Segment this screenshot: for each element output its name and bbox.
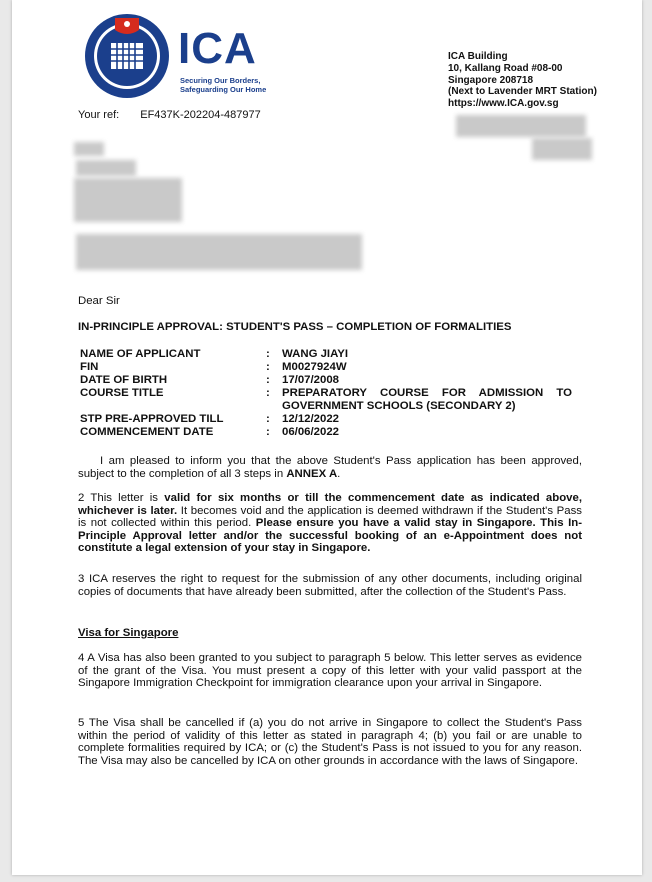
sender-address: ICA Building 10, Kallang Road #08-00 Singapore 208718 (Next to Lavender MRT Station) https://www.ICA.gov.sg	[448, 51, 597, 110]
redacted-block	[532, 138, 592, 160]
reference-value: EF437K-202204-487977	[140, 109, 261, 121]
applicant-details-table	[80, 348, 572, 439]
redacted-block	[456, 115, 586, 137]
reference-label: Your ref:	[78, 109, 120, 121]
table-row: STP PRE-APPROVED TILL : 12/12/2022	[80, 413, 340, 425]
paragraph-4: 4 A Visa has also been granted to you subject to paragraph 5 below. This letter serves as evidence of the grant of the Visa. You must present a copy of this letter with your valid passport at the Singapore Immigration Checkpoint for immigration clearance upon your arrival in Singapore.	[78, 652, 582, 690]
table-row: NAME OF APPLICANT : WANG JIAYI	[80, 348, 349, 360]
table-row: COMMENCEMENT DATE : 06/06/2022	[80, 426, 340, 438]
ica-wordmark: ICA	[178, 24, 257, 73]
redacted-block	[76, 160, 136, 176]
redacted-block	[76, 234, 362, 270]
paragraph-5: 5 The Visa shall be cancelled if (a) you do not arrive in Singapore to collect the Student's Pass within the period of validity of this letter as stated in paragraph 4; (b) you fail or are unable to complete formalities required by ICA; or (c) the Student's Pass is not issued to you for any reason. The Visa may also be cancelled by ICA on other grounds in accordance with the laws of Singapore.	[78, 717, 582, 767]
redacted-block	[74, 142, 104, 156]
table-row: FIN : M0027924W	[80, 361, 347, 373]
letter-subject: IN-PRINCIPLE APPROVAL: STUDENT'S PASS – COMPLETION OF FORMALITIES	[78, 321, 512, 333]
table-row: COURSE TITLE : PREPARATORY COURSE FOR ADMISSION TO GOVERNMENT SCHOOLS (SECONDARY 2)	[80, 387, 572, 412]
logo-tagline: Securing Our Borders, Safeguarding Our Home	[180, 76, 267, 94]
reference-line	[78, 109, 261, 121]
table-row: DATE OF BIRTH : 17/07/2008	[80, 374, 340, 386]
ica-logo	[82, 10, 282, 102]
redacted-block	[74, 178, 182, 222]
visa-heading: Visa for Singapore	[78, 627, 179, 639]
paragraph-2: 2 This letter is valid for six months or till the commencement date as indicated above, whichever is later. It becomes void and the application is deemed withdrawn if the Student's Pass is not collected within this period. Please ensure you have a valid stay in Singapore. This In-Principle Approval letter and/or the successful booking of an e-Appointment does not constitute a legal extension of your stay in Singapore.	[78, 492, 583, 555]
ica-seal-icon	[82, 10, 172, 100]
paragraph-3: 3 ICA reserves the right to request for the submission of any other documents, including original copies of documents that have already been submitted, after the collection of the Student's Pass.	[78, 573, 582, 598]
paragraph-1: I am pleased to inform you that the above Student's Pass application has been approved, subject to the completion of all 3 steps in ANNEX A.	[78, 455, 582, 480]
document-page	[12, 0, 642, 875]
salutation: Dear Sir	[78, 295, 120, 307]
